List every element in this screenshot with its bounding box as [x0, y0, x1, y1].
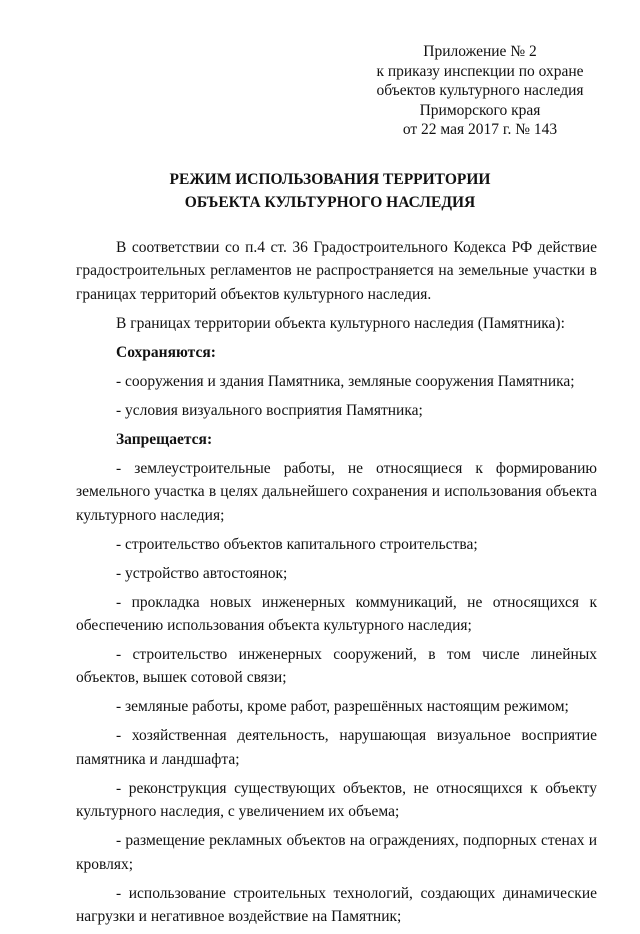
title-line-2: ОБЪЕКТА КУЛЬТУРНОГО НАСЛЕДИЯ — [184, 194, 476, 211]
prohibited-item: - земляные работы, кроме работ, разрешённых настоящим режимом; — [116, 698, 569, 716]
document-title — [60, 168, 600, 214]
prohibited-item: - хозяйственная деятельность, нарушающая визуальное восприятие памятника и ландшафта; — [76, 727, 597, 768]
prohibited-item: - реконструкция существующих объектов, не относящихся к объекту культурного наследия, с увеличением их объема; — [76, 779, 597, 821]
appendix-line: от 22 мая 2017 г. № 143 — [402, 121, 558, 139]
document-body — [76, 236, 597, 934]
prohibited-item: - строительство инженерных сооружений, в том числе линейных объектов, вышек сотовой связи; — [76, 646, 597, 687]
appendix-line: к приказу инспекции по охране — [376, 62, 584, 80]
title-line-1: РЕЖИМ ИСПОЛЬЗОВАНИЯ ТЕРРИТОРИИ — [169, 171, 491, 188]
prohibited-heading: Запрещается: — [116, 430, 213, 448]
prohibited-item: - строительство объектов капитального строительства; — [116, 535, 478, 553]
appendix-line: Приложение № 2 — [423, 43, 537, 60]
preserved-heading: Сохраняются: — [116, 343, 216, 361]
prohibited-item: - устройство автостоянок; — [116, 564, 288, 582]
prohibited-item: - размещение рекламных объектов на ограждениях, подпорных стенах и кровлях; — [76, 832, 597, 873]
preserved-item: - сооружения и здания Памятника, земляные сооружения Памятника; — [116, 372, 575, 390]
preserved-item: - условия визуального восприятия Памятника; — [116, 401, 423, 419]
appendix-line: Приморского края — [419, 101, 541, 119]
scope-paragraph: В границах территории объекта культурного наследия (Памятника): — [116, 314, 565, 332]
intro-paragraph: В соответствии со п.4 ст. 36 Градостроительного Кодекса РФ действие градостроительных регламентов не распространяется на земельные участки в границах территорий объектов культурного наследия. — [76, 239, 597, 303]
prohibited-item: - землеустроительные работы, не относящиеся к формированию земельного участка в целях дальнейшего сохранения и использования объекта культурного наследия; — [76, 459, 597, 524]
prohibited-item: - прокладка новых инженерных коммуникаций, не относящихся к обеспечению использования объекта культурного наследия; — [76, 593, 597, 635]
prohibited-item: - использование строительных технологий, создающих динамические нагрузки и негативное воздействие на Памятник; — [76, 884, 597, 926]
appendix-header — [330, 42, 630, 140]
appendix-line: объектов культурного наследия — [376, 82, 584, 100]
